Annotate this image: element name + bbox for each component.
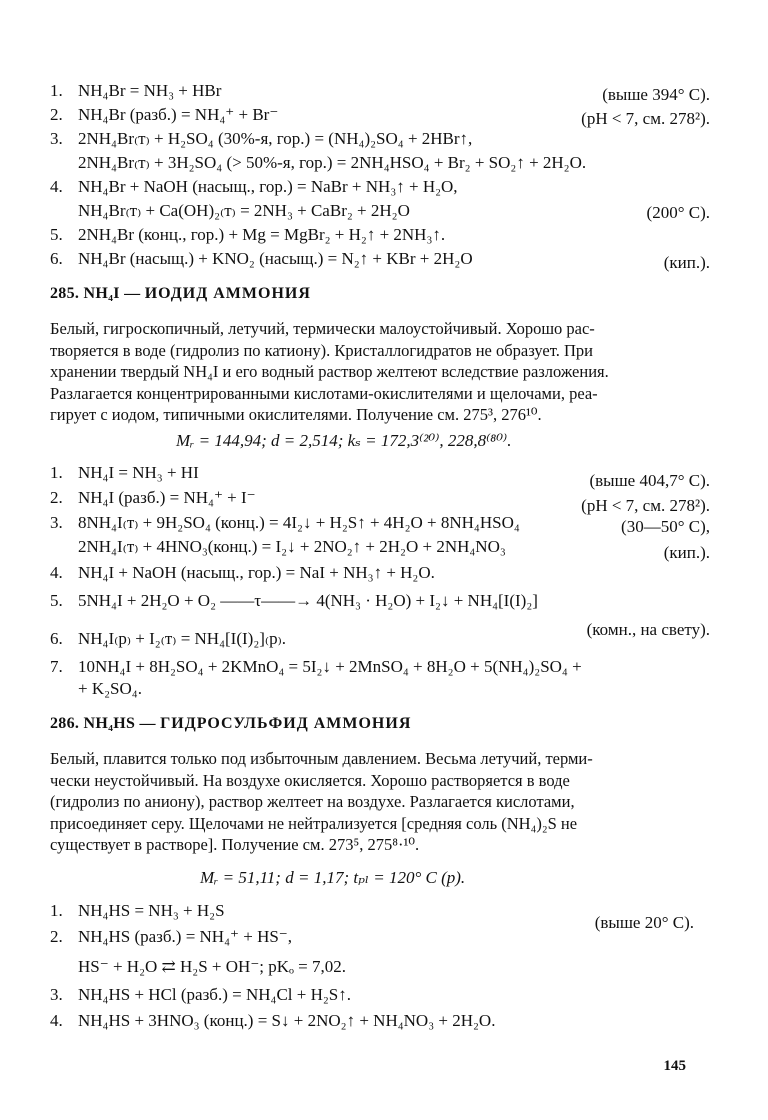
reaction-equation: 10NH₄I + 8H₂SO₄ + 2KMnO₄ = 5I₂↓ + 2MnSO₄ + 8H₂O + 5(NH₄)₂SO₄ + bbox=[78, 657, 582, 676]
reaction-condition: (выше 394° С). bbox=[602, 85, 710, 104]
reaction-equation: NH₄Br (насыщ.) + KNO₂ (насыщ.) = N₂↑ + KBr + 2H₂O bbox=[78, 249, 473, 268]
reaction-equation: 2NH₄Br₍т₎ + 3H₂SO₄ (> 50%-я, гор.) = 2NH₄HSO₄ + Br₂ + SO₂↑ + 2H₂O. bbox=[78, 153, 587, 172]
reaction-equation: NH₄Br₍т₎ + Ca(OH)₂₍т₎ = 2NH₃ + CaBr₂ + 2H₂O bbox=[78, 201, 410, 220]
reaction-equation: NH₄I + NaOH (насыщ., гор.) = NaI + NH₃↑ + H₂O. bbox=[78, 563, 435, 582]
reaction-condition: (кип.). bbox=[663, 253, 710, 272]
reaction-number: 5. bbox=[50, 225, 63, 244]
section-description: Белый, гигроскопичный, летучий, термически малоустойчивый. Хорошо рас- творяется в воде (гидролиз по катиону). Кристаллогидратов не образует. При хранении твердый NH₄I и его водный раствор желтеют вследствие разложения. Разлагается концентрированными кислотами-окислителями и щелочами, реа- гирует с иодом, типичными окислителями. Получение см. 275³, 276¹⁰. bbox=[50, 319, 609, 424]
reaction-number: 2. bbox=[50, 105, 63, 124]
reaction-number: 4. bbox=[50, 563, 63, 582]
reaction-number: 4. bbox=[50, 177, 63, 196]
reaction-condition: (выше 20° С). bbox=[594, 913, 694, 932]
reaction-condition: (кип.). bbox=[663, 543, 710, 562]
reaction-number: 5. bbox=[50, 591, 63, 610]
reaction-condition: (200° С). bbox=[646, 203, 710, 222]
reaction-number: 3. bbox=[50, 129, 63, 148]
reaction-number: 1. bbox=[50, 463, 63, 482]
reaction-condition: (pH < 7, см. 278²). bbox=[581, 496, 710, 515]
reaction-equation: NH₄I₍р₎ + I₂₍т₎ = NH₄[I(I)₂]₍р₎. bbox=[78, 629, 287, 648]
reaction-equation: NH₄I (разб.) = NH₄⁺ + I⁻ bbox=[78, 488, 256, 507]
section-formula: NH₄I bbox=[83, 285, 120, 302]
reaction-number: 2. bbox=[50, 927, 63, 946]
reaction-equation: 8NH₄I₍т₎ + 9H₂SO₄ (конц.) = 4I₂↓ + H₂S↑ + 4H₂O + 8NH₄HSO₄ bbox=[78, 513, 520, 532]
reaction-number: 7. bbox=[50, 657, 63, 676]
reaction-equation: NH₄Br (разб.) = NH₄⁺ + Br⁻ bbox=[78, 105, 279, 124]
section-number: 285. bbox=[50, 285, 80, 302]
page-number: 145 bbox=[663, 1058, 686, 1074]
section-formula: NH₄HS bbox=[83, 715, 136, 732]
section-title: ИОДИД АММОНИЯ bbox=[144, 285, 311, 302]
reaction-number: 3. bbox=[50, 985, 63, 1004]
section-heading bbox=[50, 715, 411, 733]
reaction-number: 3. bbox=[50, 513, 63, 532]
reaction-equation: NH₄HS = NH₃ + H₂S bbox=[78, 901, 225, 920]
reaction-equation: NH₄HS + HCl (разб.) = NH₄Cl + H₂S↑. bbox=[78, 985, 351, 1004]
reaction-equation: + K₂SO₄. bbox=[78, 679, 142, 698]
section-title: ГИДРОСУЛЬФИД АММОНИЯ bbox=[160, 715, 412, 732]
reaction-equation: 2NH₄Br (конц., гор.) + Mg = MgBr₂ + H₂↑ + 2NH₃↑. bbox=[78, 225, 446, 244]
section-dash: — bbox=[124, 285, 141, 302]
section-number: 286. bbox=[50, 715, 80, 732]
section-properties: Mᵣ = 51,11; d = 1,17; tₚₗ = 120° С (р). bbox=[200, 868, 466, 887]
reaction-equation: NH₄Br + NaOH (насыщ., гор.) = NaBr + NH₃↑ + H₂O, bbox=[78, 177, 458, 196]
section-description: Белый, плавится только под избыточным давлением. Весьма летучий, терми- чески неустойчивый. На воздухе окисляется. Хорошо растворяется в воде (гидролиз по аниону), раствор желтеет на воздухе. Разлагается кислотами, присоединяет серу. Щелочами не нейтрализуется [средняя соль (NH₄)₂S не существует в растворе]. Получение см. 273⁵, 275⁸·¹⁰. bbox=[50, 749, 593, 854]
reaction-equation: 5NH₄I + 2H₂O + O₂ ——τ——→ 4(NH₃ · H₂O) + I₂↓ + NH₄[I(I)₂] bbox=[78, 591, 538, 610]
section-dash: — bbox=[139, 715, 156, 732]
reaction-number: 4. bbox=[50, 1011, 63, 1030]
reaction-equation: 2NH₄Br₍т₎ + H₂SO₄ (30%-я, гор.) = (NH₄)₂SO₄ + 2HBr↑, bbox=[78, 129, 473, 148]
reaction-number: 2. bbox=[50, 488, 63, 507]
reaction-number: 6. bbox=[50, 249, 63, 268]
reaction-number: 6. bbox=[50, 629, 63, 648]
reaction-equation: 2NH₄I₍т₎ + 4HNO₃(конц.) = I₂↓ + 2NO₂↑ + 2H₂O + 2NH₄NO₃ bbox=[78, 537, 506, 556]
section-properties: Mᵣ = 144,94; d = 2,514; kₛ = 172,3⁽²⁰⁾, 228,8⁽⁸⁰⁾. bbox=[176, 431, 512, 450]
reaction-equation: NH₄I = NH₃ + HI bbox=[78, 463, 199, 482]
reaction-equation: NH₄HS + 3HNO₃ (конц.) = S↓ + 2NO₂↑ + NH₄NO₃ + 2H₂O. bbox=[78, 1011, 496, 1030]
reaction-condition: (выше 404,7° С). bbox=[589, 471, 710, 490]
reaction-condition: (комн., на свету). bbox=[586, 620, 710, 639]
reaction-number: 1. bbox=[50, 81, 63, 100]
reaction-condition: (pH < 7, см. 278²). bbox=[581, 109, 710, 128]
reaction-condition: (30—50° С), bbox=[621, 517, 710, 536]
section-heading bbox=[50, 285, 311, 303]
reaction-equation: NH₄HS (разб.) = NH₄⁺ + HS⁻, bbox=[78, 927, 293, 946]
reaction-equation: NH₄Br = NH₃ + HBr bbox=[78, 81, 222, 100]
reaction-number: 1. bbox=[50, 901, 63, 920]
reaction-equation: HS⁻ + H₂O ⇄ H₂S + OH⁻; pKₒ = 7,02. bbox=[78, 957, 347, 976]
